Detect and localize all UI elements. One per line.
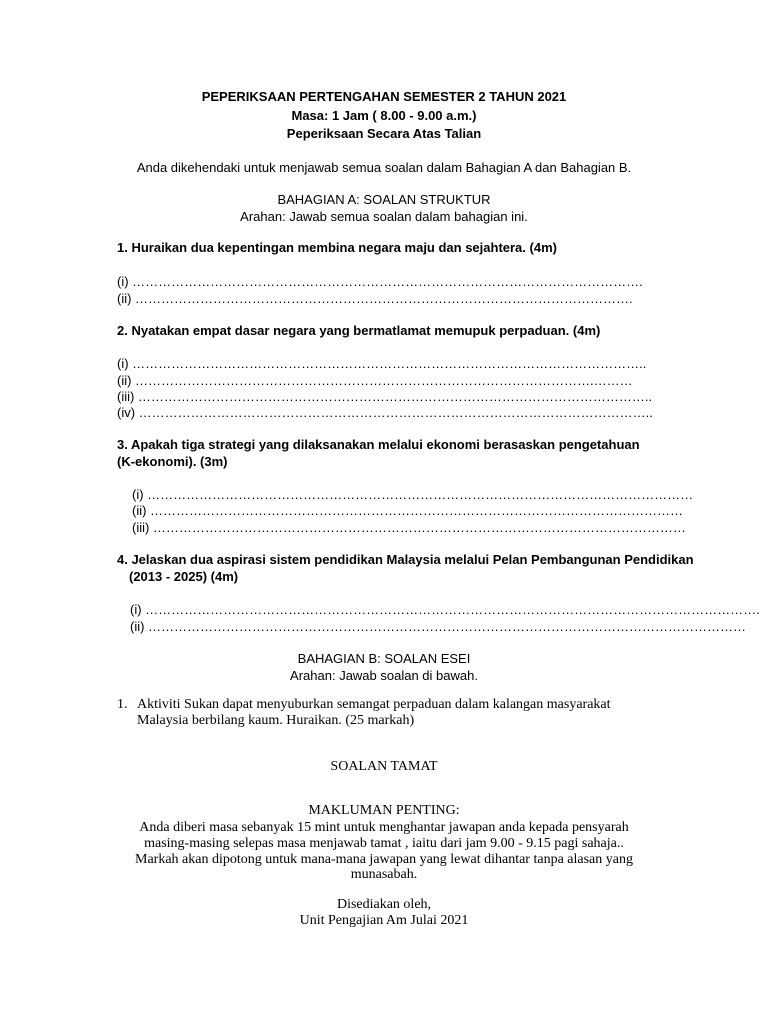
prepared-label: Disediakan oleh, — [336, 897, 432, 912]
answer-line-1i: (i) ………………………………………………………………………………………………………. — [117, 274, 643, 289]
notice-line3: Markah akan dipotong untuk mana-mana jawapan yang lewat dihantar tanpa alasan yang — [135, 852, 633, 867]
answer-line-4i: (i) ……………………………………………………………………………………………………………………………. — [130, 602, 760, 617]
answer-line-2ii: (ii) …………………………………………………………………………………………….……… — [117, 373, 633, 388]
question-4-text-line1: 4. Jelaskan dua aspirasi sistem pendidikan Malaysia melalui Pelan Pembangunan Pendidikan — [117, 552, 694, 567]
answer-line-2iii: (iii) ……………………………………………………………………………………………………….. — [117, 389, 653, 404]
answer-line-1ii: (ii) ……………………………………………………………………………………………………. — [117, 291, 633, 306]
end-of-questions: SOALAN TAMAT — [330, 759, 438, 774]
section-b-title: BAHAGIAN B: SOALAN ESEI — [297, 651, 471, 666]
answer-line-3ii: (ii) …………………………………………………………………………………………………………… — [132, 503, 684, 518]
exam-time: Masa: 1 Jam ( 8.00 - 9.00 a.m.) — [291, 108, 477, 123]
answer-line-2iv: (iv) ……………………………………………………………………………………………………….. — [117, 405, 653, 420]
answer-line-2i: (i) ……………………………………………………………………………………………………….. — [117, 356, 647, 371]
notice-line2: masing-masing selepas masa menjawab tamat , iaitu dari jam 9.00 - 9.15 pagi sahaja.. — [144, 836, 624, 851]
question-4-text-line2: (2013 - 2025) (4m) — [129, 569, 239, 584]
exam-title: PEPERIKSAAN PERTENGAHAN SEMESTER 2 TAHUN 2021 — [201, 89, 567, 104]
answer-line-3iii: (iii) …………………………………………………………………………………………………………… — [132, 520, 686, 535]
answer-line-3i: (i) ……………………………………………………………………………………………………………… — [132, 487, 694, 502]
notice-line4: munasabah. — [350, 867, 418, 882]
section-a-instruction: Arahan: Jawab semua soalan dalam bahagian ini. — [240, 209, 528, 224]
section-a-title: BAHAGIAN A: SOALAN STRUKTUR — [277, 192, 491, 207]
notice-title: MAKLUMAN PENTING: — [308, 803, 460, 818]
general-instruction: Anda dikehendaki untuk menjawab semua soalan dalam Bahagian A dan Bahagian B. — [136, 160, 632, 175]
essay-question-line1: Aktiviti Sukan dapat menyuburkan semangat perpaduan dalam kalangan masyarakat — [137, 697, 611, 712]
prepared-by: Unit Pengajian Am Julai 2021 — [299, 913, 469, 928]
question-1-text: 1. Huraikan dua kepentingan membina negara maju dan sejahtera. (4m) — [117, 240, 557, 255]
essay-question-number: 1. — [117, 697, 128, 712]
essay-question-line2: Malaysia berbilang kaum. Huraikan. (25 markah) — [137, 713, 415, 728]
question-3-text-line2: (K-ekonomi). (3m) — [117, 454, 228, 469]
question-3-text-line1: 3. Apakah tiga strategi yang dilaksanakan melalui ekonomi berasaskan pengetahuan — [117, 437, 640, 452]
exam-mode: Peperiksaan Secara Atas Talian — [286, 126, 482, 141]
answer-line-4ii: (ii) ………………………………………………………………………………………………………………………… — [130, 619, 747, 634]
question-2-text: 2. Nyatakan empat dasar negara yang bermatlamat memupuk perpaduan. (4m) — [117, 323, 601, 338]
section-b-instruction: Arahan: Jawab soalan di bawah. — [290, 668, 478, 683]
notice-line1: Anda diberi masa sebanyak 15 mint untuk menghantar jawapan anda kepada pensyarah — [139, 820, 629, 835]
